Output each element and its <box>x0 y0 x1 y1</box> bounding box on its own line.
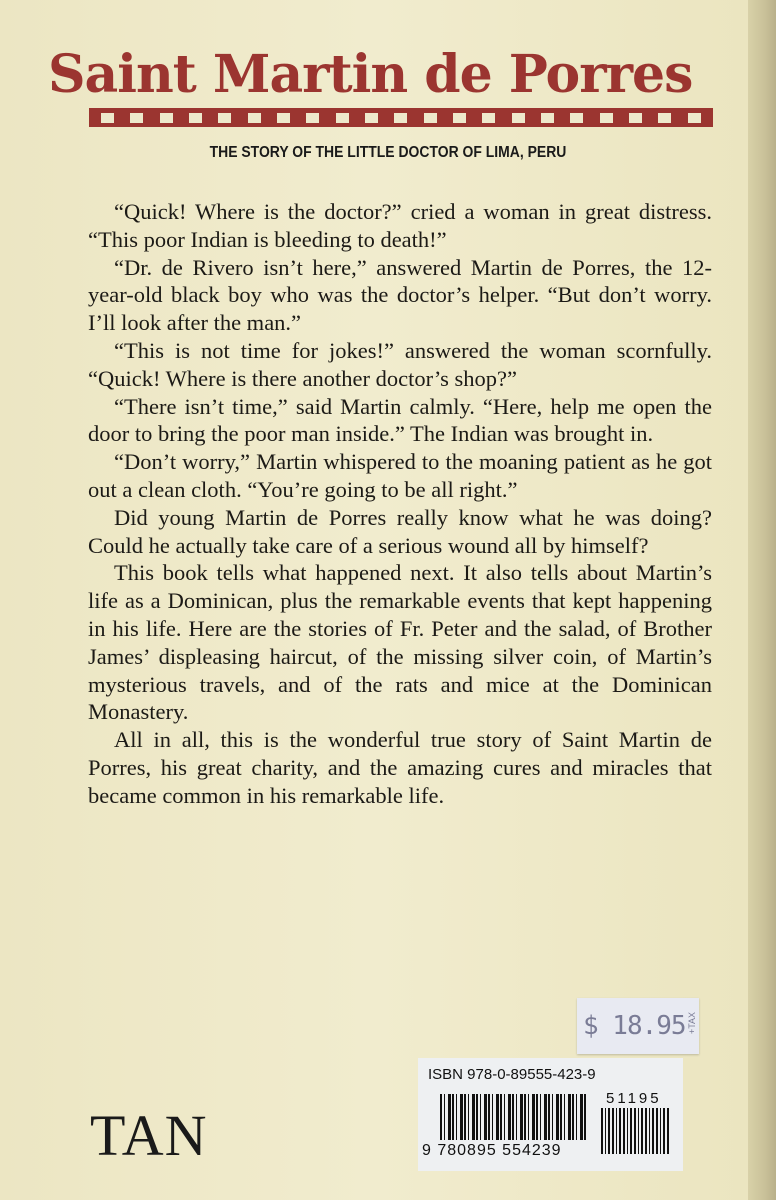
book-subtitle: THE STORY OF THE LITTLE DOCTOR OF LIMA, PERU <box>209 144 567 161</box>
tax-note: +TAX <box>687 1011 698 1035</box>
blurb-paragraph: “There isn’t time,” said Martin calmly. “Here, help me open the door to bring the poor man inside.” The Indian was brought in. <box>88 393 712 447</box>
price-amount: $ 18.95 <box>583 1011 686 1041</box>
price-sticker <box>577 998 699 1054</box>
isbn-text: ISBN 978-0-89555-423-9 <box>428 1066 596 1083</box>
blurb-paragraph: “Quick! Where is the doctor?” cried a woman in great distress. “This poor Indian is bleeding to death!” <box>88 199 712 252</box>
isbn-barcode-label <box>418 1058 683 1171</box>
blurb-paragraph: All in all, this is the wonderful true story of Saint Martin de Porres, his great charity, and the amazing cures and miracles that became common in his remarkable life. <box>88 727 712 808</box>
barcode-bars <box>440 1094 588 1140</box>
blurb-paragraph: “Dr. de Rivero isn’t here,” answered Martin de Porres, the 12-year-old black boy who was the doctor’s helper. “But don’t worry. I’ll look after the man.” <box>88 254 712 336</box>
blurb-paragraph: This book tells what happened next. It also tells about Martin’s life as a Dominican, plus the remarkable events that kept happening in his life. Here are the stories of Fr. Peter and the salad, of Brother James’ displeasing haircut, of the missing silver coin, of Martin’s mysterious travels, and of the rats and mice at the Dominican Monastery. <box>88 560 712 725</box>
book-title: Saint Martin de Porres <box>48 44 693 105</box>
book-spine-edge <box>748 0 776 1200</box>
addon-barcode-bars <box>601 1108 671 1154</box>
blurb-paragraph: “Don’t worry,” Martin whispered to the moaning patient as he got out a clean cloth. “You’re going to be all right.” <box>88 449 712 502</box>
blurb-paragraph: Did young Martin de Porres really know what he was doing? Could he actually take care of a serious wound all by himself? <box>88 504 712 558</box>
ean-number: 9 780895 554239 <box>422 1142 562 1159</box>
decorative-band <box>89 108 713 127</box>
price-code: 51195 <box>606 1090 662 1107</box>
blurb <box>88 198 712 810</box>
blurb-paragraph: “This is not time for jokes!” answered the woman scornfully. “Quick! Where is there another doctor’s shop?” <box>88 337 712 391</box>
publisher-logo: TAN <box>90 1103 208 1168</box>
